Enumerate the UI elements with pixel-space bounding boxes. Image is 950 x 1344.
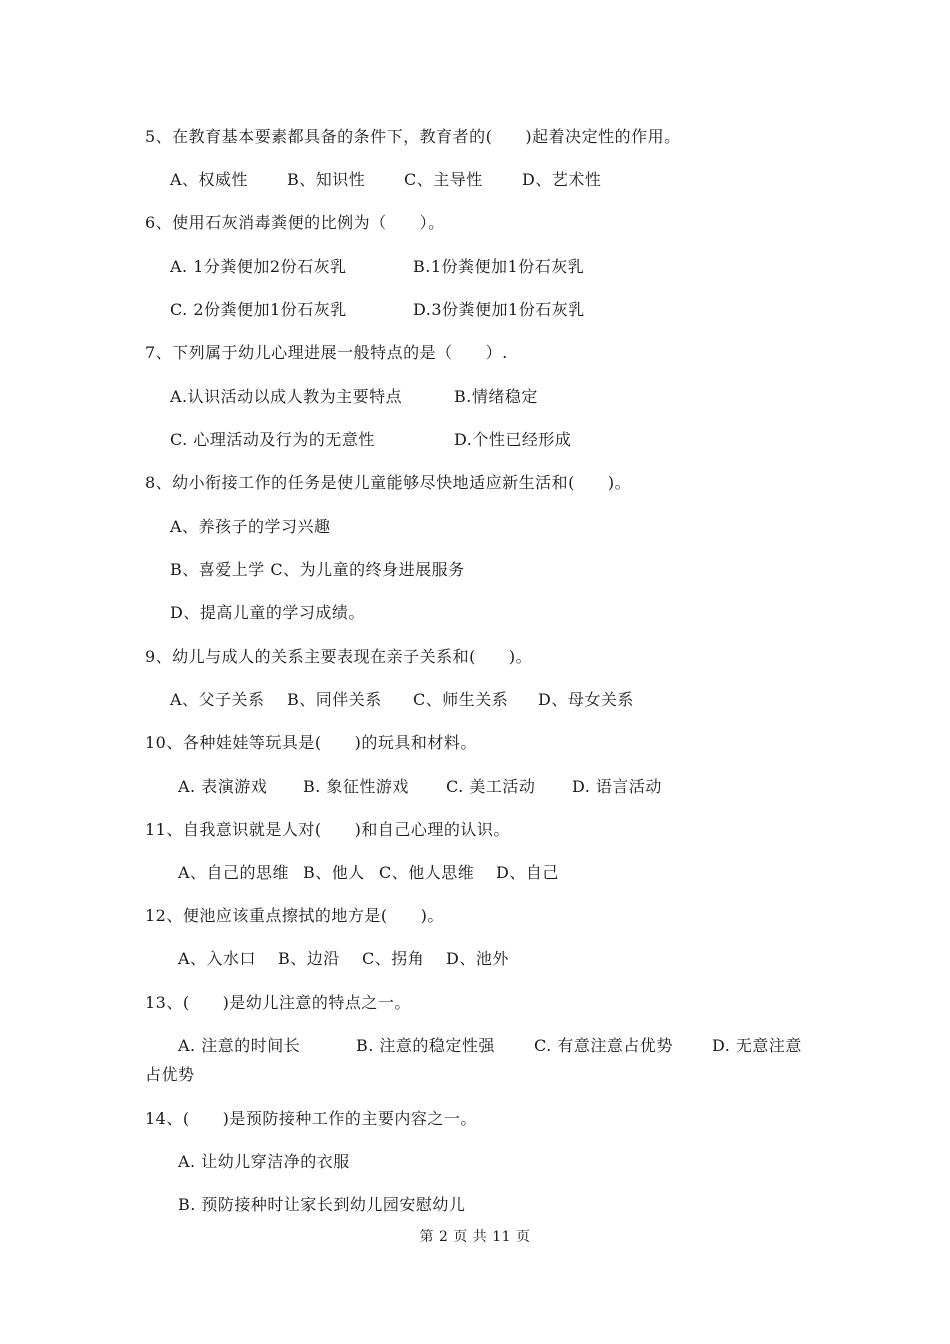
question-10-stem: 10、各种娃娃等玩具是( )的玩具和材料。: [145, 733, 477, 752]
question-5-option-b: B、知识性: [287, 170, 366, 189]
question-9-option-b: B、同伴关系: [287, 690, 382, 709]
question-10-option-a: A. 表演游戏: [178, 777, 268, 796]
question-6-option-a: A. 1分粪便加2份石灰乳: [170, 257, 347, 276]
question-10-option-b: B. 象征性游戏: [303, 777, 409, 796]
question-9-option-c: C、师生关系: [413, 690, 509, 709]
question-14-option-a: A. 让幼儿穿洁净的衣服: [178, 1152, 350, 1171]
question-8-option-a: A、养孩子的学习兴趣: [170, 517, 331, 536]
question-13-option-d-wrap: 占优势: [145, 1065, 195, 1084]
question-11-option-d: D、自己: [496, 863, 559, 882]
question-6-option-d: D.3份粪便加1份石灰乳: [413, 300, 585, 319]
question-7-stem: 7、下列属于幼儿心理进展一般特点的是（ ）.: [145, 343, 508, 362]
question-10-option-d: D. 语言活动: [572, 777, 662, 796]
question-8-option-d: D、提高儿童的学习成绩。: [170, 603, 365, 622]
question-5-option-a: A、权威性: [170, 170, 249, 189]
question-12-option-d: D、池外: [446, 949, 509, 968]
question-13-option-b: B. 注意的稳定性强: [356, 1036, 495, 1055]
question-9-stem: 9、幼儿与成人的关系主要表现在亲子关系和( )。: [145, 647, 533, 666]
question-8-option-b-c: B、喜爱上学 C、为儿童的终身进展服务: [170, 560, 465, 579]
question-12-option-c: C、拐角: [362, 949, 425, 968]
question-6-option-c: C. 2份粪便加1份石灰乳: [170, 300, 347, 319]
question-9-option-a: A、父子关系: [170, 690, 265, 709]
question-8-stem: 8、幼小衔接工作的任务是使儿童能够尽快地适应新生活和( )。: [145, 473, 632, 492]
question-13-stem: 13、( )是幼儿注意的特点之一。: [145, 993, 411, 1012]
question-7-option-d: D.个性已经形成: [454, 430, 572, 449]
question-14-stem: 14、( )是预防接种工作的主要内容之一。: [145, 1109, 477, 1128]
question-13-option-a: A. 注意的时间长: [178, 1036, 301, 1055]
question-13-option-c: C. 有意注意占优势: [534, 1036, 673, 1055]
question-6-option-b: B.1份粪便加1份石灰乳: [413, 257, 585, 276]
question-12-stem: 12、便池应该重点擦拭的地方是( )。: [145, 906, 444, 925]
question-12-option-b: B、边沿: [278, 949, 340, 968]
question-11-option-c: C、他人思维: [379, 863, 475, 882]
question-14-option-b: B. 预防接种时让家长到幼儿园安慰幼儿: [178, 1195, 466, 1214]
question-11-option-b: B、他人: [303, 863, 365, 882]
question-7-option-b: B.情绪稳定: [454, 387, 538, 406]
question-5-option-c: C、主导性: [404, 170, 483, 189]
question-10-option-c: C. 美工活动: [446, 777, 536, 796]
question-9-option-d: D、母女关系: [538, 690, 634, 709]
question-12-option-a: A、入水口: [178, 949, 257, 968]
question-11-stem: 11、自我意识就是人对( )和自己心理的认识。: [145, 820, 510, 839]
question-6-stem: 6、使用石灰消毒粪便的比例为（ ）。: [145, 213, 445, 232]
question-11-option-a: A、自己的思维: [178, 863, 290, 882]
question-7-option-a: A.认识活动以成人教为主要特点: [170, 387, 403, 406]
page-footer: 第 2 页 共 11 页: [419, 1229, 531, 1245]
question-5-stem: 5、在教育基本要素都具备的条件下，教育者的( )起着决定性的作用。: [145, 127, 681, 146]
question-7-option-c: C. 心理活动及行为的无意性: [170, 430, 375, 449]
question-13-option-d: D. 无意注意: [712, 1036, 802, 1055]
question-5-option-d: D、艺术性: [522, 170, 602, 189]
